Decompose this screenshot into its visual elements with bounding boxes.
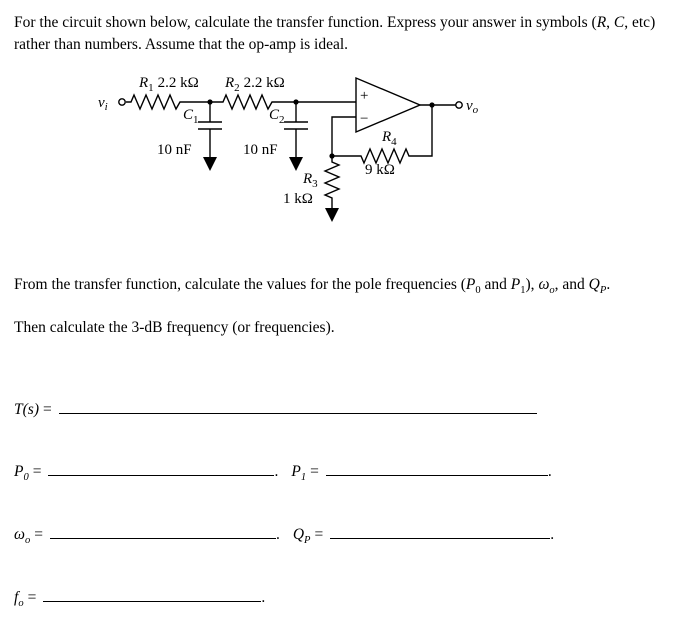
- symbol-omega: ω: [538, 276, 550, 293]
- answer-row-transfer-function: [14, 399, 690, 419]
- subscript: 0: [475, 285, 481, 297]
- r4-value: 9 kΩ: [365, 162, 395, 178]
- vo-label: $v_o$: [466, 98, 479, 116]
- circuit-figure: [14, 62, 690, 259]
- r2-label: $R_2$ 2.2 kΩ: [225, 75, 285, 94]
- resistor-r3: [325, 156, 339, 208]
- omega-label: $\omega_o$: [14, 526, 31, 547]
- node-dot: [293, 99, 298, 104]
- symbol-C: C: [613, 14, 625, 31]
- p0-label: $P_0$: [14, 463, 29, 484]
- instruction-text-run: From the transfer function, calculate the values for the pole frequencies (: [14, 276, 466, 293]
- wire: [414, 105, 432, 156]
- answer-blank-qp: [330, 524, 550, 539]
- node-dot: [207, 99, 212, 104]
- period: .: [275, 526, 280, 544]
- symbol-P1: P: [510, 276, 521, 293]
- answer-row-pole-frequencies: [14, 461, 690, 483]
- circuit-diagram: [14, 62, 698, 254]
- instruction-text-run: .: [606, 276, 611, 293]
- output-terminal: [456, 102, 462, 108]
- symbol-Q: Q: [588, 276, 600, 293]
- node-dot: [329, 153, 334, 158]
- r3-label: $R_3$: [303, 171, 318, 190]
- vi-label: $v_i$: [98, 95, 108, 113]
- instruction-text-run: , and: [554, 276, 589, 293]
- resistor-r4: [358, 149, 414, 163]
- period: .: [547, 463, 552, 481]
- subscript: P: [599, 285, 607, 297]
- answer-blank-omega: [50, 524, 276, 539]
- wire: [332, 117, 356, 156]
- problem-text-run: For the circuit shown below, calculate the transfer function. Express your answer in symbols (: [14, 14, 597, 31]
- answer-blank-p0: [48, 461, 274, 476]
- c2-label: $C_2$: [269, 107, 285, 126]
- capacitor-c2: [284, 102, 308, 157]
- period: .: [261, 589, 266, 607]
- p1-label: $P_1$: [291, 463, 307, 484]
- period: .: [550, 526, 555, 544]
- answer-row-3db-frequency: [14, 587, 690, 609]
- equals-sign: =: [32, 463, 42, 481]
- pole-frequencies-instruction: [14, 275, 690, 298]
- r1-label: $R_1$ 2.2 kΩ: [139, 75, 199, 94]
- problem-text-run: ,: [606, 14, 614, 31]
- opamp-minus-input: −: [360, 111, 369, 127]
- opamp-plus-input: +: [360, 88, 369, 104]
- node-dot: [429, 102, 434, 107]
- capacitor-c1: [198, 102, 222, 157]
- r4-label: $R_4$: [382, 129, 397, 148]
- c1-label: $C_1$: [183, 107, 199, 126]
- answer-row-omega-q: [14, 524, 690, 546]
- three-db-instruction: [14, 318, 690, 339]
- equals-sign: =: [34, 526, 43, 544]
- symbol-P0: P: [465, 276, 476, 293]
- equals-sign: =: [314, 526, 324, 544]
- resistor-r1: [126, 95, 186, 109]
- answer-blank-p1: [326, 461, 548, 476]
- equals-sign: =: [27, 589, 37, 607]
- c1-value: 10 nF: [157, 142, 192, 158]
- ground-symbol-r3: [325, 208, 339, 222]
- period: .: [274, 463, 279, 481]
- f0-label: $f_o$: [14, 589, 24, 610]
- equals-sign: =: [42, 401, 52, 419]
- input-terminal: [119, 99, 125, 105]
- subscript: o: [549, 285, 555, 297]
- subscript: 1: [520, 285, 526, 297]
- c2-value: 10 nF: [243, 142, 278, 158]
- problem-text-run: rather than numbers. Assume that the op-amp is ideal.: [14, 36, 349, 53]
- r3-value: 1 kΩ: [283, 191, 313, 207]
- ts-label: T(s): [14, 401, 39, 419]
- answer-blank-f0: [43, 587, 261, 602]
- qp-label: $Q_P$: [292, 526, 311, 547]
- instruction-text-run: ),: [525, 276, 539, 293]
- ground-symbol-c2: [289, 157, 303, 171]
- problem-statement: [14, 12, 698, 56]
- instruction-text-run: and: [480, 276, 511, 293]
- ground-symbol-c1: [203, 157, 217, 171]
- equals-sign: =: [310, 463, 319, 481]
- problem-text-run: , etc): [624, 14, 656, 31]
- answer-blank-transfer-function: [59, 399, 537, 414]
- instruction-text-run: Then calculate the 3-dB frequency (or frequencies).: [14, 319, 335, 337]
- symbol-R: R: [596, 14, 607, 31]
